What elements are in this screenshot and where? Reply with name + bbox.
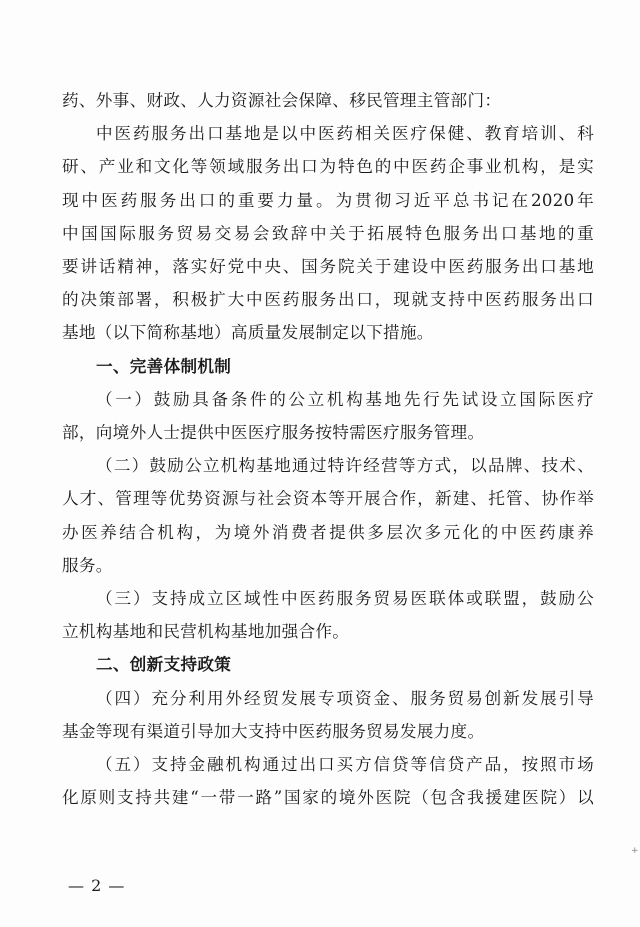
section-heading: 二、创新支持政策 bbox=[96, 655, 232, 675]
text-line: 办医养结合机构，为境外消费者提供多层次多元化的中医药康养 bbox=[62, 522, 594, 542]
text-line: 基金等现有渠道引导加大支持中医药服务贸易发展力度。 bbox=[62, 721, 485, 741]
text-line: （一）鼓励具备条件的公立机构基地先行先试设立国际医疗 bbox=[96, 389, 594, 409]
text-line: 研、产业和文化等领域服务出口为特色的中医药企事业机构，是实 bbox=[62, 157, 594, 177]
edge-mark: + bbox=[631, 846, 639, 856]
document-body bbox=[62, 84, 594, 814]
text-line: 服务。 bbox=[62, 555, 113, 575]
text-line: （二）鼓励公立机构基地通过特许经营等方式，以品牌、技术、 bbox=[96, 456, 594, 476]
text-line: 人才、管理等优势资源与社会资本等开展合作，新建、托管、协作举 bbox=[62, 489, 594, 509]
text-line: 要讲话精神，落实好党中央、国务院关于建设中医药服务出口基地 bbox=[62, 257, 594, 277]
section-heading: 一、完善体制机制 bbox=[96, 356, 232, 376]
text-line: 基地（以下简称基地）高质量发展制定以下措施。 bbox=[62, 323, 434, 343]
text-line: 立机构基地和民营机构基地加强合作。 bbox=[62, 622, 350, 642]
text-line: 部，向境外人士提供中医医疗服务按特需医疗服务管理。 bbox=[62, 423, 485, 443]
text-line: 化原则支持共建“一带一路”国家的境外医院（包含我援建医院）以 bbox=[62, 788, 594, 808]
text-line: （五）支持金融机构通过出口买方信贷等信贷产品，按照市场 bbox=[96, 755, 594, 775]
text-line: （四）充分利用外经贸发展专项资金、服务贸易创新发展引导 bbox=[96, 688, 594, 708]
text-line: 药、外事、财政、人力资源社会保障、移民管理主管部门： bbox=[62, 91, 502, 110]
page-number: — 2 — bbox=[68, 876, 126, 895]
text-line: 的决策部署，积极扩大中医药服务出口，现就支持中医药服务出口 bbox=[62, 290, 594, 310]
text-line: 中医药服务出口基地是以中医药相关医疗保健、教育培训、科 bbox=[96, 124, 594, 144]
text-line: （三）支持成立区域性中医药服务贸易医联体或联盟，鼓励公 bbox=[96, 589, 594, 609]
text-line: 中国国际服务贸易交易会致辞中关于拓展特色服务出口基地的重 bbox=[62, 223, 594, 243]
text-line: 现中医药服务出口的重要力量。为贯彻习近平总书记在2020年 bbox=[62, 190, 594, 210]
